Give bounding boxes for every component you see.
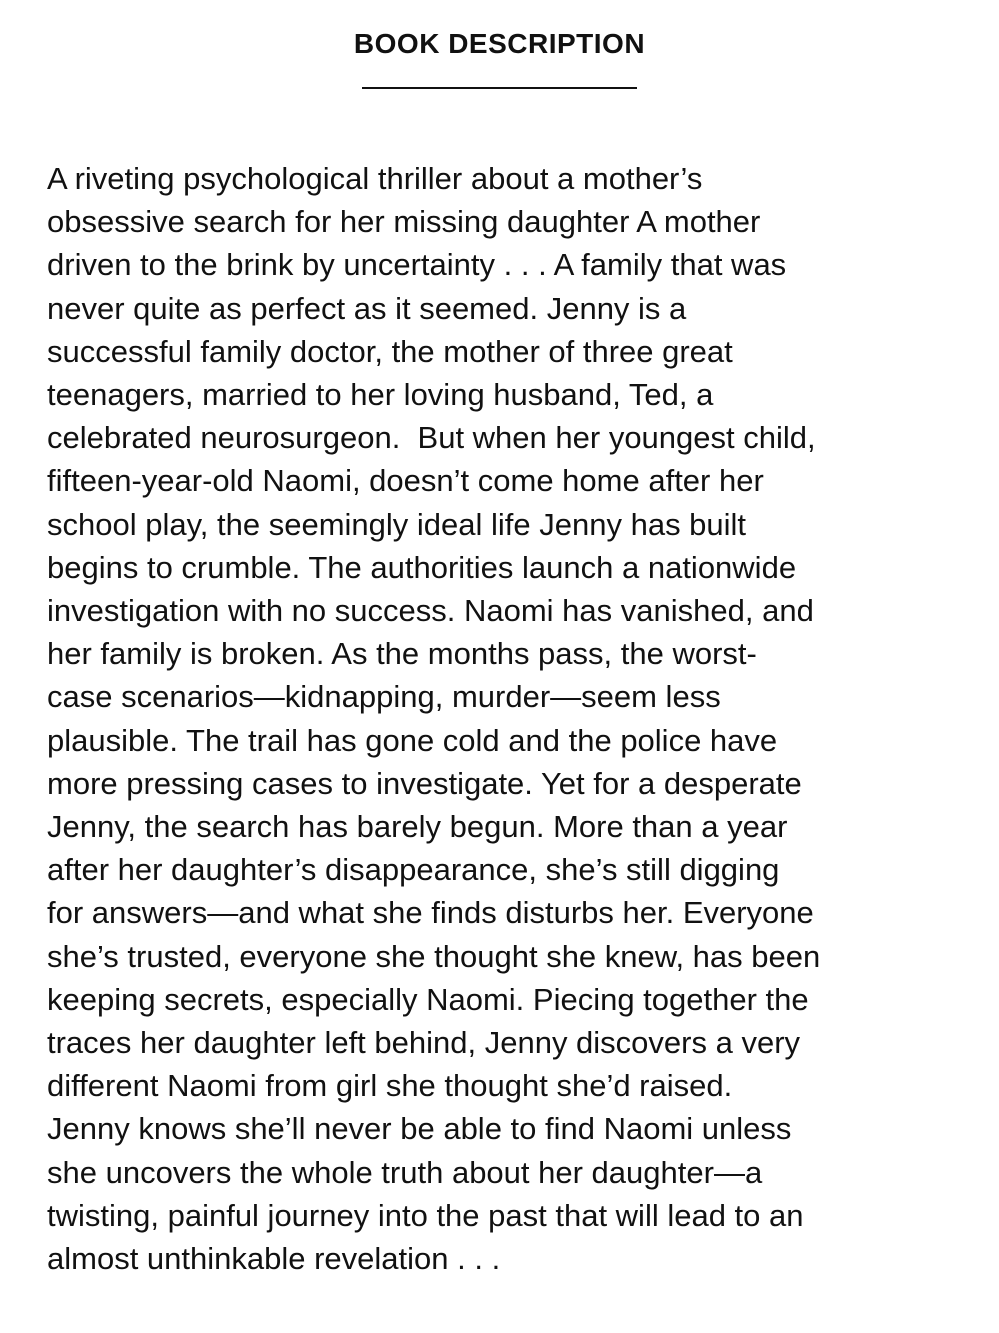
description-line: more pressing cases to investigate. Yet for a desperate [47,765,802,801]
description-line: twisting, painful journey into the past that will lead to an [47,1197,804,1233]
description-line: Jenny, the search has barely begun. More than a year [47,809,788,845]
description-line: she’s trusted, everyone she thought she knew, has been [47,938,821,974]
description-line: investigation with no success. Naomi has vanished, and [47,593,814,629]
description-line: almost unthinkable revelation . . . [47,1241,501,1277]
description-line: teenagers, married to her loving husband, Ted, a [47,377,714,413]
description-line: plausible. The trail has gone cold and the police have [47,722,778,758]
description-line: begins to crumble. The authorities launch a nationwide [47,549,797,585]
description-line: keeping secrets, especially Naomi. Piecing together the [47,981,809,1017]
description-line: never quite as perfect as it seemed. Jenny is a [47,290,687,326]
description-line: A riveting psychological thriller about a mother’s [47,161,703,196]
description-line: Jenny knows she’ll never be able to find Naomi unless [47,1111,792,1147]
description-line: different Naomi from girl she thought she’d raised. [47,1068,733,1104]
description-line: her family is broken. As the months pass, the worst- [47,636,757,672]
description-line: fifteen-year-old Naomi, doesn’t come home after her [47,463,764,499]
description-line: celebrated neurosurgeon. But when her youngest child, [47,420,816,456]
book-description-text [47,157,967,1280]
page-title: BOOK DESCRIPTION [353,28,646,59]
description-line: after her daughter’s disappearance, she’s still digging [47,852,780,888]
page-header [0,25,999,63]
description-line: case scenarios—kidnapping, murder—seem less [47,679,721,715]
description-line: school play, the seemingly ideal life Jenny has built [47,506,747,542]
description-line: traces her daughter left behind, Jenny discovers a very [47,1025,801,1061]
title-underline-divider [362,87,637,89]
description-line: she uncovers the whole truth about her daughter—a [47,1154,763,1190]
description-line: for answers—and what she finds disturbs her. Everyone [47,895,814,931]
description-line: successful family doctor, the mother of three great [47,333,733,369]
description-line: driven to the brink by uncertainty . . . A family that was [47,247,787,283]
description-line: obsessive search for her missing daughter A mother [47,204,761,240]
